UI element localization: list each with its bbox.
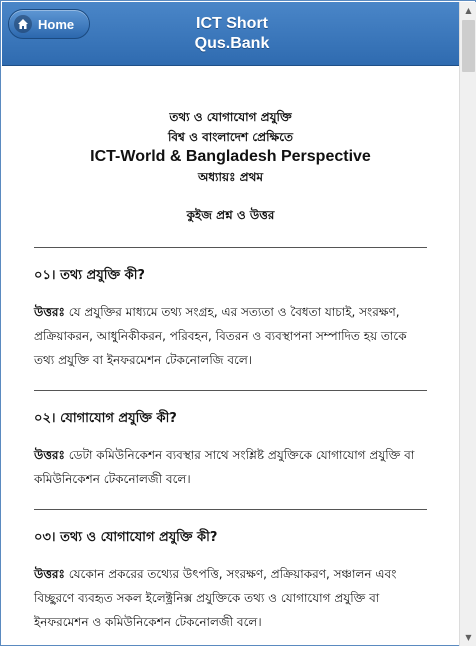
intro-line-4: অধ্যায়ঃ প্রথম bbox=[197, 170, 264, 184]
page-title bbox=[122, 14, 342, 54]
answer-text bbox=[34, 300, 427, 372]
answer-text bbox=[34, 443, 427, 491]
scroll-up-arrow-icon[interactable]: ▲ bbox=[465, 6, 472, 15]
question-text: ০৩। তথ্য ও যোগাযোগ প্রযুক্তি কী? bbox=[34, 530, 218, 545]
scrollbar-thumb[interactable] bbox=[462, 20, 475, 72]
qa-item bbox=[34, 391, 427, 510]
answer-label: উত্তরঃ bbox=[34, 305, 65, 319]
intro-block bbox=[34, 107, 427, 225]
header-bar bbox=[2, 2, 459, 66]
answer-label: উত্তরঃ bbox=[34, 448, 65, 462]
intro-line-5: কুইজ প্রশ্ন ও উত্তর bbox=[186, 208, 275, 222]
home-button-label: Home bbox=[38, 16, 75, 32]
home-button[interactable] bbox=[8, 9, 90, 39]
intro-line-3: ICT-World & Bangladesh Perspective bbox=[90, 148, 371, 165]
answer-text bbox=[34, 562, 427, 634]
question-text: ০২। যোগাযোগ প্রযুক্তি কী? bbox=[34, 411, 177, 426]
home-icon bbox=[14, 15, 32, 33]
qa-item bbox=[34, 248, 427, 391]
answer-body: যে প্রযুক্তির মাধ্যমে তথ্য সংগ্রহ, এর সত্যতা ও বৈধতা যাচাই, সংরক্ষণ, প্রক্রিয়াকরন, আধুনিকীকরন, পরিবহন, বিতরন ও ব্যবস্থাপনা সম্পাদিত হয় তাকে তথ্য প্রযুক্তি বা ইনফরমেশন টেকনোলজি বলে। bbox=[34, 305, 407, 367]
intro-line-2: বিশ্ব ও বাংলাদেশ প্রেক্ষিতে bbox=[167, 130, 294, 144]
title-line-2: Qus.Bank bbox=[194, 35, 270, 52]
main-content bbox=[2, 67, 459, 646]
qa-item bbox=[34, 510, 427, 646]
intro-line-1: তথ্য ও যোগাযোগ প্রযুক্তি bbox=[169, 110, 292, 124]
answer-body: যেকোন প্রকরের তথ্যের উৎপত্তি, সংরক্ষণ, প্রক্রিয়াকরণ, সঞ্চালন এবং বিচ্ছুরণে ব্যবহৃত সকল ইলেক্ট্রনিক্স প্রযুক্তিকে তথ্য ও যোগাযোগ প্রযুক্তি বা ইনফরমেশন ও কমিউনিকেশন টেকনোলজী বলে। bbox=[34, 567, 397, 629]
answer-label: উত্তরঃ bbox=[34, 567, 65, 581]
scroll-down-arrow-icon[interactable]: ▼ bbox=[465, 633, 472, 642]
answer-body: ডেটা কমিউনিকেশন ব্যবস্থার সাথে সংশ্লিষ্ট প্রযুক্তিকে যোগাযোগ প্রযুক্তি বা কমিউনিকেশন টেকনোলজী বলে। bbox=[34, 448, 415, 486]
vertical-scrollbar[interactable] bbox=[459, 2, 476, 646]
title-line-1: ICT Short bbox=[196, 15, 268, 32]
question-text: ০১। তথ্য প্রযুক্তি কী? bbox=[34, 268, 145, 283]
